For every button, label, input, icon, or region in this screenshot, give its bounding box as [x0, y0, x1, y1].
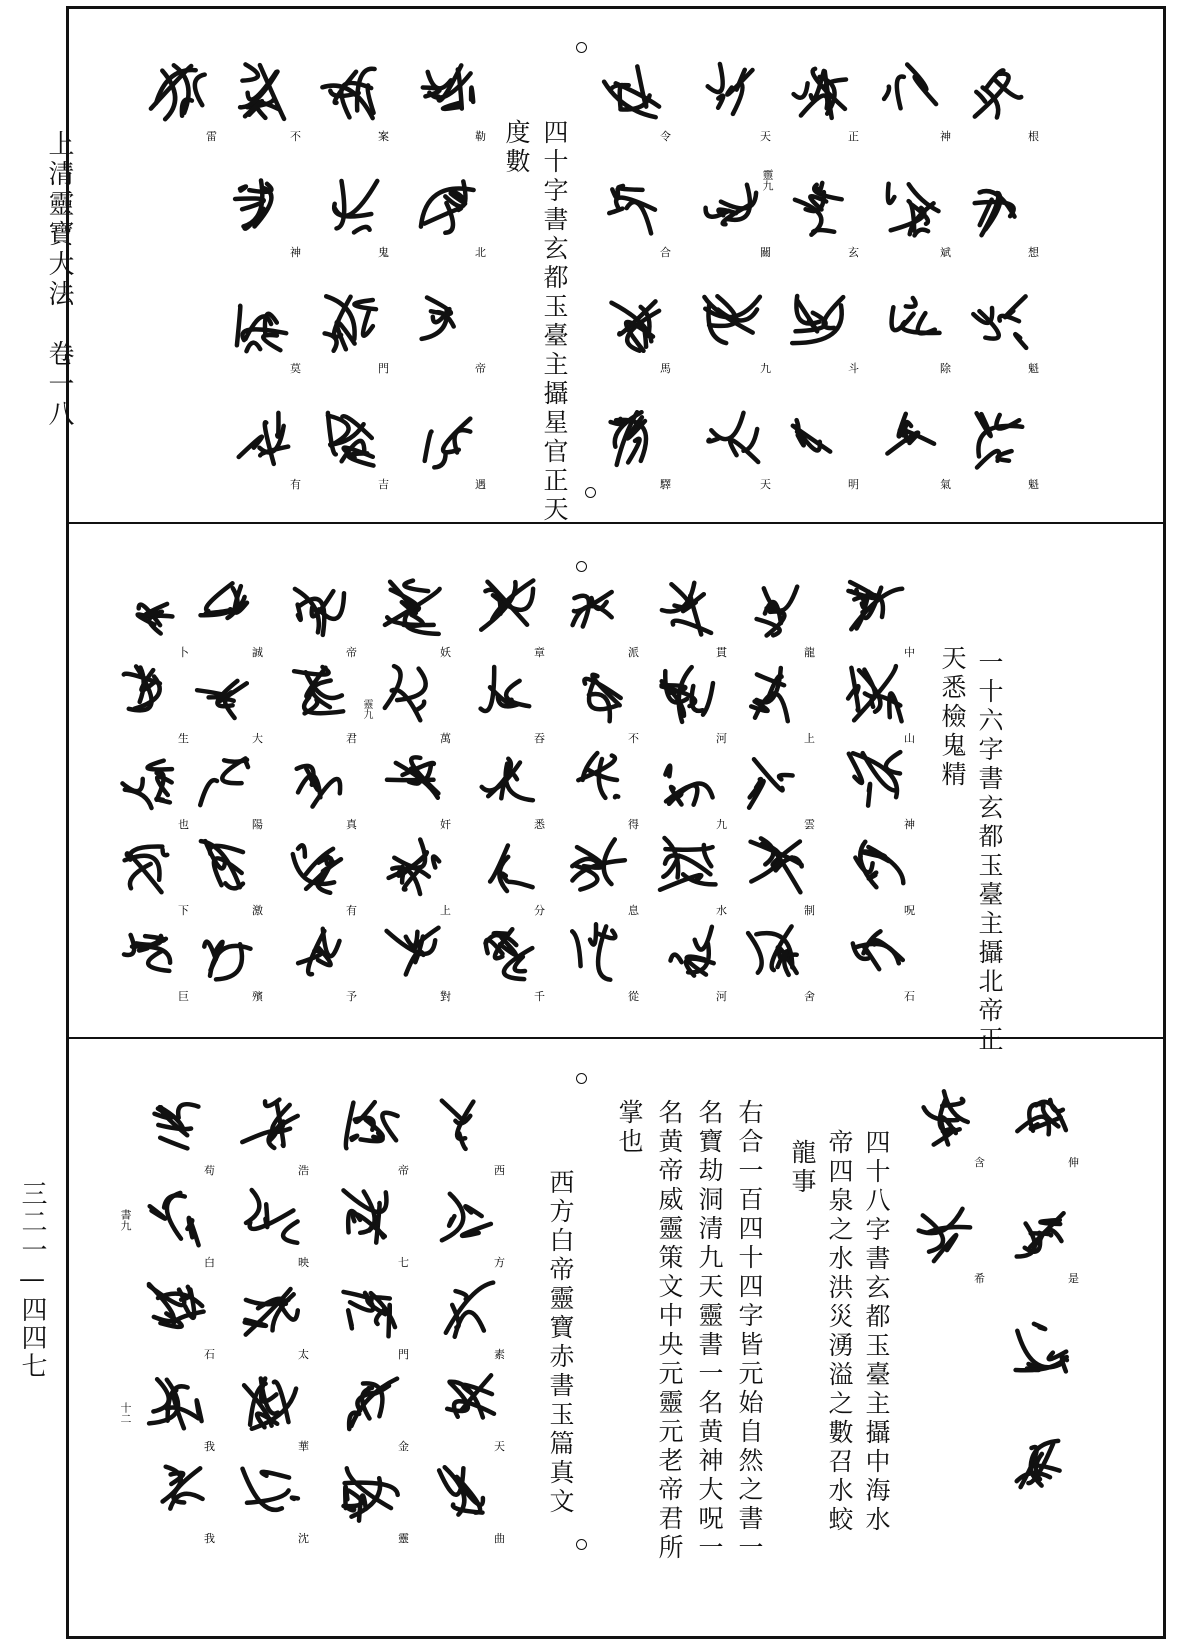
gloss-char: 也: [178, 818, 189, 831]
gloss-char: 神: [904, 818, 915, 831]
gloss-char: 龍: [804, 646, 815, 659]
circle-mark: [576, 42, 587, 53]
gloss-char: 沈: [298, 1532, 309, 1545]
gloss-char: 雲: [804, 818, 815, 831]
gloss-char: 派: [628, 646, 639, 659]
gloss-char: 悉: [534, 818, 545, 831]
gloss-char: 斗: [848, 362, 859, 375]
gloss-char: 伸: [1068, 1156, 1079, 1169]
gloss-char: 苟: [204, 1164, 215, 1177]
gloss-char: 巨: [178, 990, 189, 1003]
gloss-char: 正: [848, 130, 859, 143]
gloss-char: 太: [298, 1348, 309, 1361]
gloss-char: 帝: [346, 646, 357, 659]
gloss-char: 山: [904, 732, 915, 745]
gloss-char: 神: [290, 246, 301, 259]
book-title: 上清靈寶大法 卷一八: [44, 130, 74, 430]
gloss-char: 得: [628, 818, 639, 831]
gloss-char: 呪: [904, 904, 915, 917]
circle-mark: [576, 561, 587, 572]
circle-mark: [585, 487, 596, 498]
gloss-char: 關: [760, 246, 771, 259]
gloss-char: 金: [398, 1440, 409, 1453]
gloss-char: 不: [290, 130, 301, 143]
circle-mark: [576, 1073, 587, 1084]
gloss-char: 妖: [440, 646, 451, 659]
gloss-char: 遇: [475, 478, 486, 491]
gloss-char: 雷: [206, 130, 217, 143]
gloss-char: 勒: [475, 130, 486, 143]
gloss-char: 上: [440, 904, 451, 917]
panel3-caption1-end: 龍事: [788, 1139, 817, 1197]
gloss-char: 有: [290, 478, 301, 491]
gloss-char: 魁: [1028, 478, 1039, 491]
gloss-char: 卜: [178, 646, 189, 659]
gloss-char: 萬: [440, 732, 451, 745]
gloss-char: 上: [804, 732, 815, 745]
gloss-char: 君: [346, 732, 357, 745]
gloss-char: 魁: [1028, 362, 1039, 375]
gloss-char: 天: [760, 130, 771, 143]
gloss-char: 吉: [378, 478, 389, 491]
circle-mark: [576, 1539, 587, 1550]
panel3-caption3: 西方白帝靈寶赤書玉篇真文: [546, 1169, 575, 1517]
gloss-char: 中: [904, 646, 915, 659]
panel3-caption1-cont: 帝四泉之水洪災湧溢之數召水蛟: [825, 1129, 854, 1535]
gloss-char: 浩: [298, 1164, 309, 1177]
gloss-char: 從: [628, 990, 639, 1003]
gloss-char: 不: [628, 732, 639, 745]
gloss-char: 除: [940, 362, 951, 375]
gloss-char: 舍: [804, 990, 815, 1003]
panel3-note1: 書九: [119, 1209, 132, 1231]
gloss-char: 馬: [660, 362, 671, 375]
panel2-note: 靈九: [361, 699, 372, 719]
gloss-char: 大: [252, 732, 263, 745]
gloss-char: 石: [204, 1348, 215, 1361]
panel2-caption-cont: 天悉檢鬼精: [938, 645, 967, 790]
gloss-char: 七: [398, 1256, 409, 1269]
gloss-char: 陽: [252, 818, 263, 831]
gloss-char: 玄: [848, 246, 859, 259]
gloss-char: 根: [1028, 130, 1039, 143]
gloss-char: 河: [716, 732, 727, 745]
gloss-char: 斌: [940, 246, 951, 259]
gloss-char: 殯: [252, 990, 263, 1003]
gloss-char: 白: [204, 1256, 215, 1269]
panel1-caption: 四十字書玄都玉臺主攝星官正天: [540, 119, 569, 525]
panel1-note: 靈九: [761, 169, 774, 191]
panel3-caption2c: 名黄帝威靈策文中央元靈元老帝君所: [655, 1099, 684, 1563]
panel3-note2: 十二: [119, 1402, 132, 1424]
gloss-char: 激: [252, 904, 263, 917]
gloss-char: 奸: [440, 818, 451, 831]
gloss-char: 天: [494, 1440, 505, 1453]
gloss-char: 下: [178, 904, 189, 917]
gloss-char: 合: [660, 246, 671, 259]
gloss-char: 河: [716, 990, 727, 1003]
panel3-caption2b: 名寶劫洞清九天靈書一名黄神大呪一: [695, 1099, 724, 1563]
gloss-char: 對: [440, 990, 451, 1003]
gloss-char: 門: [378, 362, 389, 375]
gloss-char: 方: [494, 1256, 505, 1269]
gloss-char: 石: [904, 990, 915, 1003]
gloss-char: 想: [1028, 246, 1039, 259]
gloss-char: 是: [1068, 1272, 1079, 1285]
gloss-char: 希: [974, 1272, 985, 1285]
gloss-char: 氣: [940, 478, 951, 491]
gloss-char: 息: [628, 904, 639, 917]
panel3-caption1: 四十八字書玄都玉臺主攝中海水: [862, 1129, 891, 1535]
panel3-caption2d: 掌也: [615, 1099, 644, 1157]
gloss-char: 鬼: [378, 246, 389, 259]
gloss-char: 吞: [534, 732, 545, 745]
gloss-char: 天: [760, 478, 771, 491]
gloss-char: 我: [204, 1440, 215, 1453]
gloss-char: 制: [804, 904, 815, 917]
gloss-char: 令: [660, 130, 671, 143]
gloss-char: 驛: [660, 478, 671, 491]
gloss-char: 真: [346, 818, 357, 831]
gloss-char: 明: [848, 478, 859, 491]
gloss-char: 北: [475, 246, 486, 259]
gloss-char: 帝: [398, 1164, 409, 1177]
gloss-char: 案: [378, 130, 389, 143]
gloss-char: 九: [716, 818, 727, 831]
gloss-char: 貫: [716, 646, 727, 659]
gloss-char: 素: [494, 1348, 505, 1361]
gloss-char: 莫: [290, 362, 301, 375]
gloss-char: 靈: [398, 1532, 409, 1545]
page-frame: [66, 6, 1166, 1639]
gloss-char: 神: [940, 130, 951, 143]
gloss-char: 曲: [494, 1532, 505, 1545]
gloss-char: 章: [534, 646, 545, 659]
page-number: 三二一—四四七: [17, 1180, 47, 1380]
gloss-char: 有: [346, 904, 357, 917]
panel1-caption-cont: 度數: [502, 119, 531, 177]
gloss-char: 含: [974, 1156, 985, 1169]
gloss-char: 映: [298, 1256, 309, 1269]
panel-divider-1: [69, 522, 1163, 524]
gloss-char: 誠: [252, 646, 263, 659]
gloss-char: 生: [178, 732, 189, 745]
panel3-caption2a: 右合一百四十四字皆元始自然之書一: [735, 1099, 764, 1563]
gloss-char: 予: [346, 990, 357, 1003]
gloss-char: 千: [534, 990, 545, 1003]
gloss-char: 門: [398, 1348, 409, 1361]
gloss-char: 西: [494, 1164, 505, 1177]
gloss-char: 帝: [475, 362, 486, 375]
gloss-char: 九: [760, 362, 771, 375]
gloss-char: 水: [716, 904, 727, 917]
panel2-caption: 一十六字書玄都玉臺主攝北帝正: [975, 649, 1004, 1055]
gloss-char: 分: [534, 904, 545, 917]
gloss-char: 華: [298, 1440, 309, 1453]
gloss-char: 我: [204, 1532, 215, 1545]
